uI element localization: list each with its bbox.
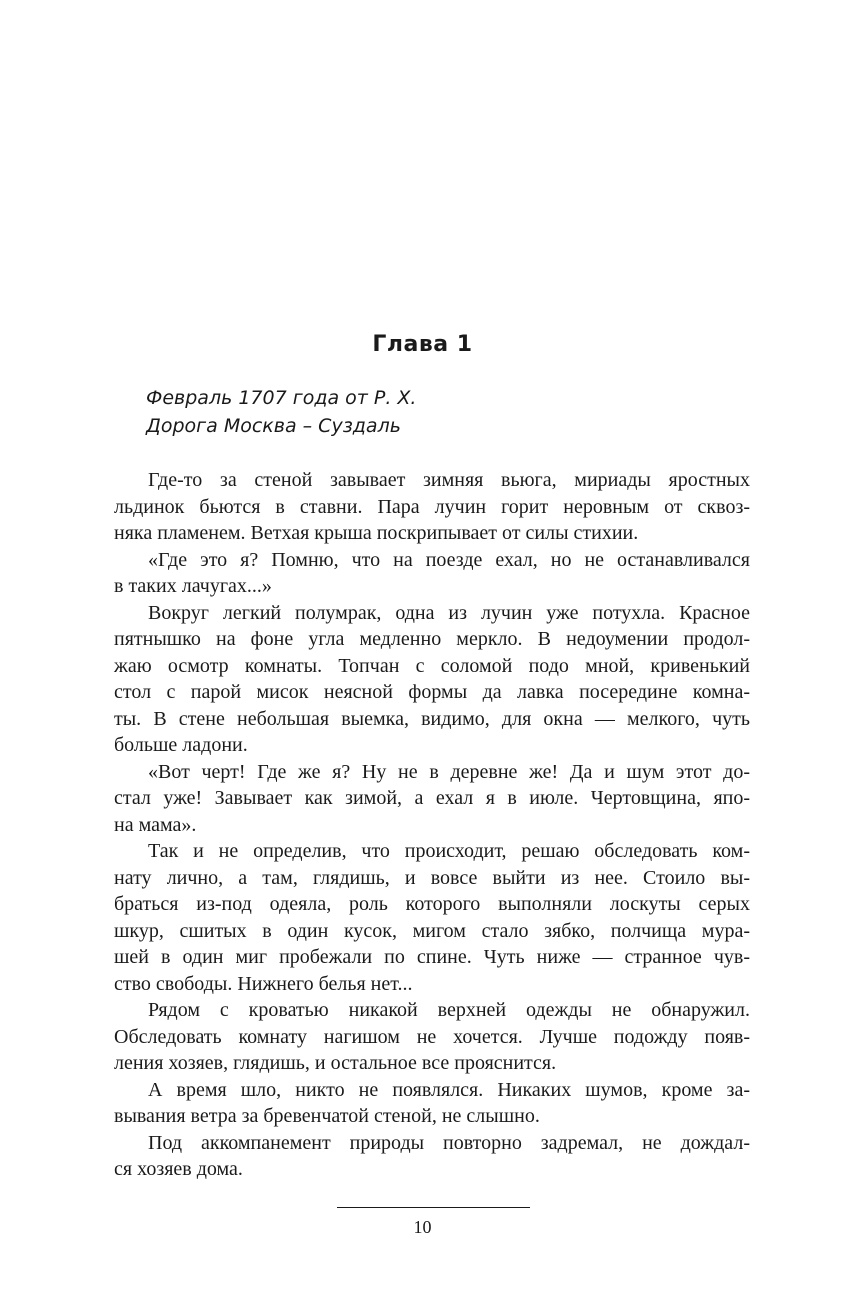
- text-line: пятнышко на фоне угла медленно меркло. В недоумении продол-: [114, 628, 750, 650]
- text-line: больше ладони.: [114, 734, 248, 756]
- footer-rule: [337, 1207, 530, 1208]
- text-line: на мама».: [114, 813, 197, 836]
- body-text: [114, 467, 750, 1183]
- text-line: «Где это я? Помню, что на поезде ехал, но не останавливался: [148, 548, 750, 571]
- text-line: вывания ветра за бревенчатой стеной, не слышно.: [114, 1105, 540, 1127]
- text-line: браться из-под одеяла, роль которого выполняли лоскуты серых: [114, 893, 750, 915]
- text-line: нату лично, а там, глядишь, и вовсе выйти из нее. Стоило вы-: [114, 866, 750, 889]
- text-line: ство свободы. Нижнего белья нет...: [114, 972, 413, 995]
- paragraph: [114, 838, 750, 997]
- paragraph: [114, 467, 750, 547]
- text-line: льдинок бьются в ставни. Пара лучин горит неровным от сквоз-: [114, 495, 750, 518]
- text-line: Где-то за стеной завывает зимняя вьюга, мириады яростных: [148, 469, 750, 491]
- text-line: Так и не определив, что происходит, решаю обследовать ком-: [148, 840, 750, 862]
- paragraph: [114, 1130, 750, 1183]
- paragraph: [114, 759, 750, 839]
- text-line: А время шло, никто не появлялся. Никаких шумов, кроме за-: [148, 1078, 750, 1101]
- text-line: стол с парой мисок неясной формы да лавка посередине комна-: [114, 681, 750, 703]
- page-number: 10: [413, 1217, 432, 1237]
- paragraph: [114, 1077, 750, 1130]
- text-line: Вокруг легкий полумрак, одна из лучин уже потухла. Красное: [148, 601, 750, 624]
- text-line: няка пламенем. Ветхая крыша поскрипывает от силы стихии.: [114, 522, 639, 544]
- paragraph: [114, 547, 750, 600]
- text-line: шкур, сшитых в один кусок, мигом стало зябко, полчища мура-: [114, 919, 750, 942]
- text-line: ты. В стене небольшая выемка, видимо, для окна — мелкого, чуть: [114, 707, 750, 730]
- text-line: «Вот черт! Где же я? Ну не в деревне же! Да и шум этот до-: [148, 760, 750, 783]
- chapter-epigraph: [146, 384, 416, 440]
- text-line: жаю осмотр комнаты. Топчан с соломой подо мной, кривенький: [114, 654, 750, 677]
- paragraph: [114, 600, 750, 759]
- chapter-title: Глава 1: [372, 332, 473, 357]
- text-line: шей в один миг пробежали по спине. Чуть ниже — странное чув-: [114, 946, 750, 968]
- paragraph: [114, 997, 750, 1077]
- text-line: ления хозяев, глядишь, и остальное все прояснится.: [114, 1052, 557, 1074]
- epigraph-place-line: Дорога Москва – Суздаль: [146, 415, 401, 437]
- text-line: ся хозяев дома.: [114, 1158, 243, 1180]
- text-line: Рядом с кроватью никакой верхней одежды не обнаружил.: [148, 999, 750, 1021]
- text-line: в таких лачугах...»: [114, 575, 272, 597]
- text-line: Под аккомпанемент природы повторно задремал, не дождал-: [148, 1131, 750, 1154]
- text-line: Обследовать комнату нагишом не хочется. Лучше подожду появ-: [114, 1025, 750, 1048]
- epigraph-date-line: Февраль 1707 года от Р. Х.: [146, 387, 417, 409]
- text-line: стал уже! Завывает как зимой, а ехал я в июле. Чертовщина, япо-: [114, 787, 750, 809]
